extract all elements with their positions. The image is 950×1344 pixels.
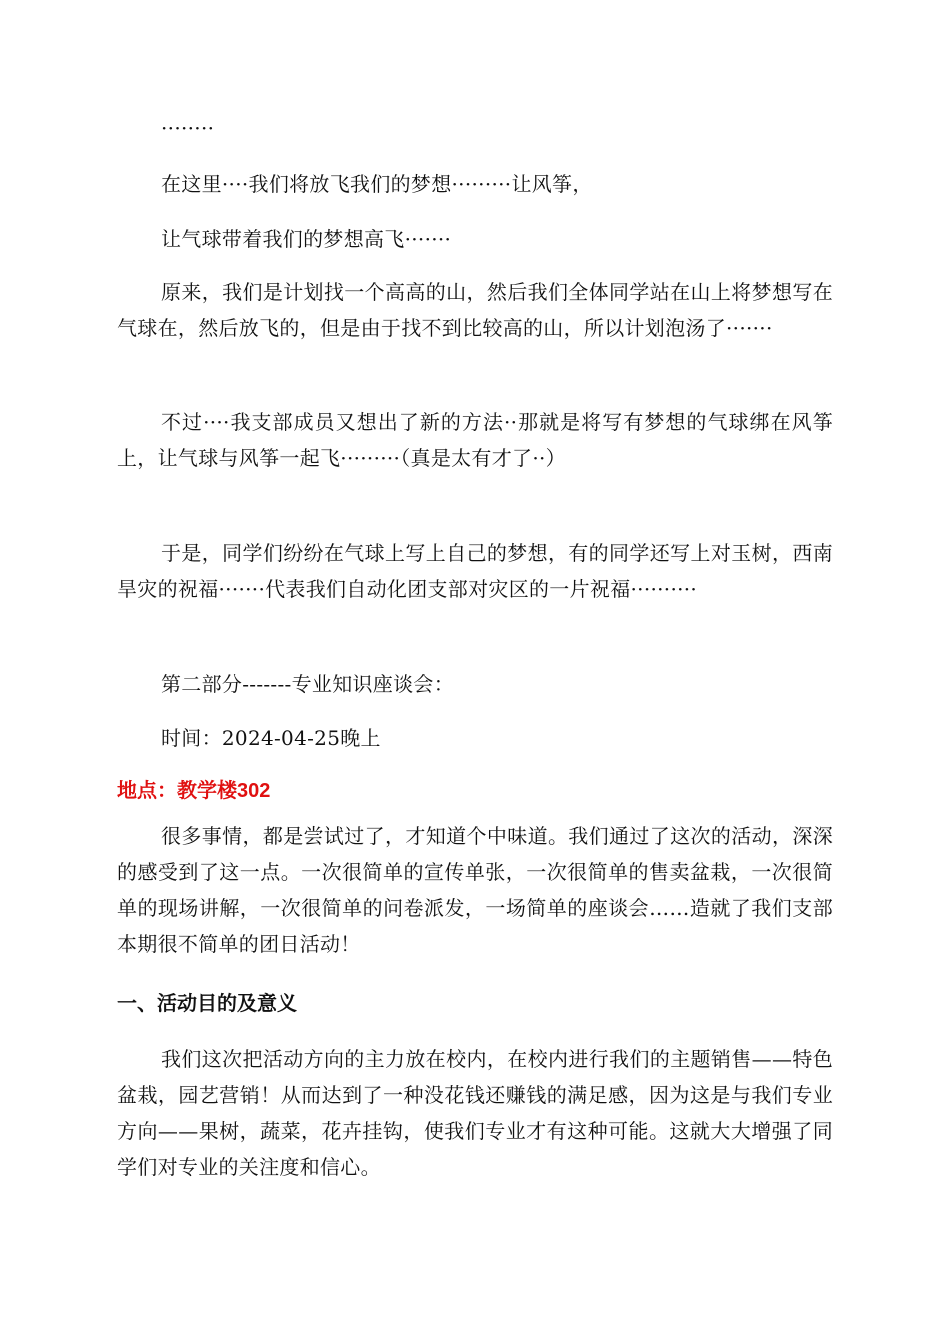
section-heading-purpose: 一、活动目的及意义 [117, 993, 297, 1015]
paragraph-original-plan: 原来，我们是计划找一个高高的山，然后我们全体同学站在山上将梦想写在气球在，然后放飞的，但是由于找不到比较高的山，所以计划泡汤了······· [117, 280, 833, 340]
paragraph-kite-dream: 在这里····我们将放飞我们的梦想·········让风筝， [161, 172, 593, 196]
paragraph-reflection: 很多事情，都是尝试过了，才知道个中味道。我们通过了这次的活动，深深的感受到了这一点。一次很简单的宣传单张，一次很简单的售卖盆栽，一次很简单的现场讲解，一次很简单的问卷派发，一场简单的座谈会……造就了我们支部本期很不简单的团日活动！ [117, 824, 833, 956]
ellipsis-line: ········ [161, 116, 215, 140]
paragraph-blessings: 于是，同学们纷纷在气球上写上自己的梦想，有的同学还写上对玉树，西南旱灾的祝福·······代表我们自动化团支部对灾区的一片祝福·········· [117, 541, 833, 601]
paragraph-part-two: 第二部分-------专业知识座谈会： [161, 672, 455, 696]
paragraph-new-method: 不过····我支部成员又想出了新的方法··那就是将写有梦想的气球绑在风筝上，让气球与风筝一起飞·········（真是太有才了··） [117, 410, 833, 470]
location-heading: 地点：教学楼302 [117, 780, 271, 802]
paragraph-purpose: 我们这次把活动方向的主力放在校内，在校内进行我们的主题销售——特色盆栽，园艺营销！从而达到了一种没花钱还赚钱的满足感，因为这是与我们专业方向——果树，蔬菜，花卉挂钩，使我们专业才有这种可能。这就大大增强了同学们对专业的关注度和信心。 [117, 1047, 833, 1179]
paragraph-balloon-dream: 让气球带着我们的梦想高飞······· [161, 227, 452, 251]
paragraph-time: 时间：2024-04-25晚上 [161, 726, 381, 750]
